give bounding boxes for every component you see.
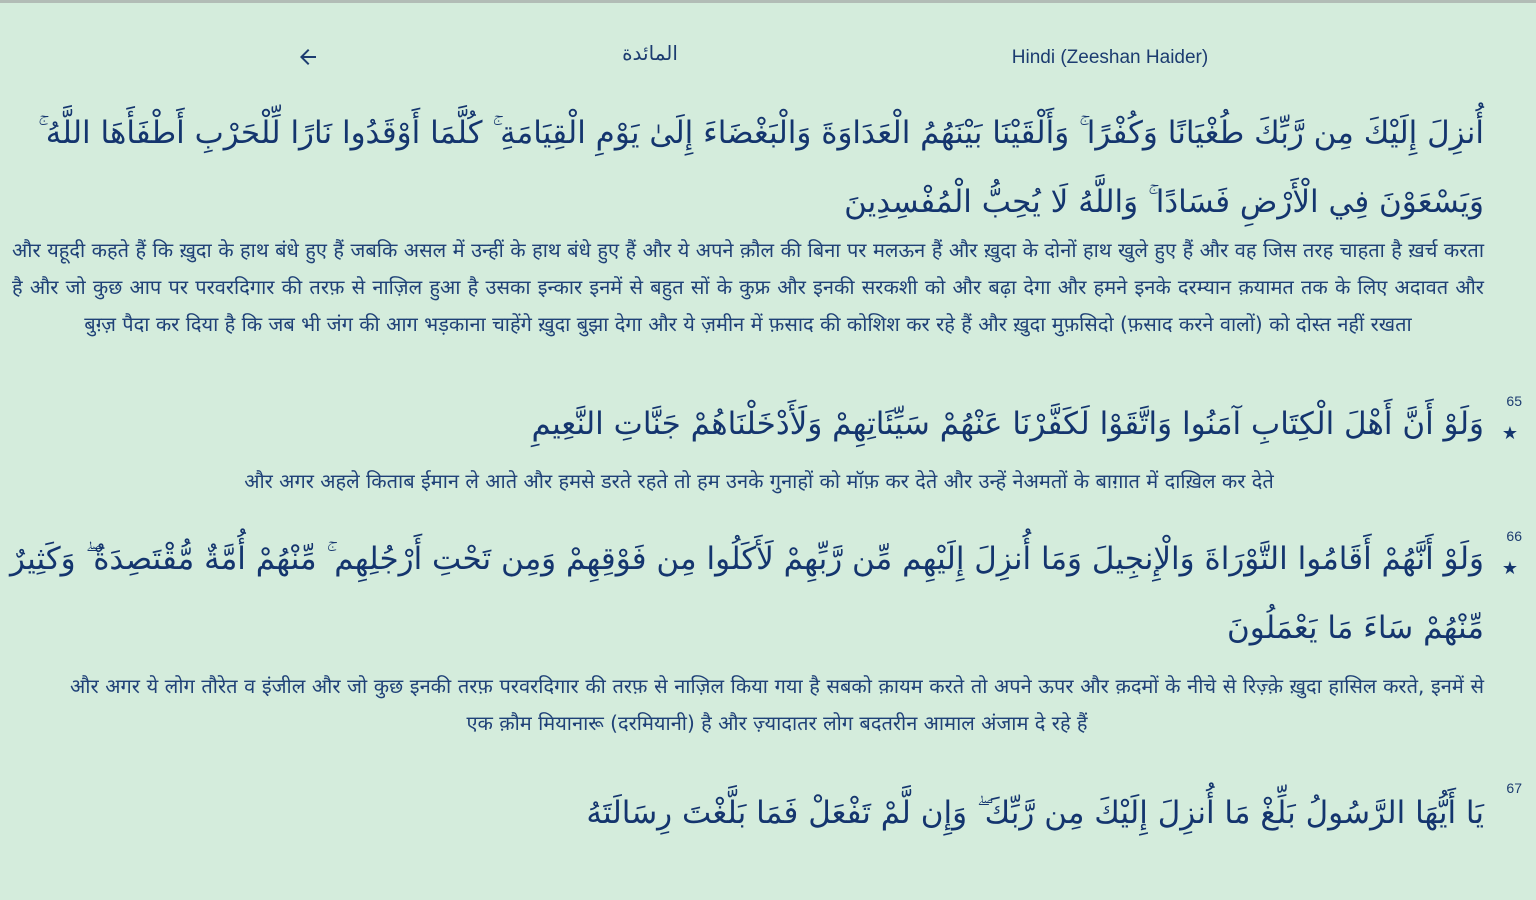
verse-number: 66 [1506, 528, 1522, 544]
arabic-line: مِّنْهُمْ سَاءَ مَا يَعْمَلُونَ [1226, 610, 1484, 646]
arabic-line: أُنزِلَ إِلَيْكَ مِن رَّبِّكَ طُغْيَانًا وَكُفْرًا ۚ وَأَلْقَيْنَا بَيْنَهُمُ الْعَدَاوَةَ وَالْبَغْضَاءَ إِلَىٰ يَوْمِ الْقِيَامَةِ ۚ كُلَّمَا أَوْقَدُوا نَارًا لِّلْحَرْبِ أَطْفَأَهَا اللَّهُ ۚ [37, 115, 1484, 151]
app-header [0, 3, 1536, 89]
star-icon[interactable]: ★ [1501, 423, 1518, 444]
verse-number: 67 [1506, 780, 1522, 796]
surah-title: المائدة [622, 41, 678, 65]
arabic-text-block [0, 522, 1536, 658]
arabic-text-block [0, 96, 1536, 232]
verse-item [0, 522, 1536, 742]
arabic-text-block [0, 387, 1536, 461]
star-icon[interactable]: ★ [1501, 558, 1518, 579]
back-button[interactable] [288, 39, 328, 75]
verse-number: 65 [1506, 393, 1522, 409]
arabic-line: وَلَوْ أَنَّ أَهْلَ الْكِتَابِ آمَنُوا وَاتَّقَوْا لَكَفَّرْنَا عَنْهُمْ سَيِّئَاتِهِمْ وَلَأَدْخَلْنَاهُمْ جَنَّاتِ النَّعِيمِ [531, 406, 1484, 442]
verse-marker[interactable] [1496, 780, 1522, 836]
arabic-line: وَيَسْعَوْنَ فِي الْأَرْضِ فَسَادًا ۚ وَاللَّهُ لَا يُحِبُّ الْمُفْسِدِينَ [844, 184, 1484, 220]
arrow-left-icon [296, 45, 320, 69]
verse-item [0, 96, 1536, 343]
hindi-translation: और अगर अहले किताब ईमान ले आते और हमसे डरते रहते तो हम उनके गुनाहों को मॉफ़ कर देते और उन्हें नेअमतों के बाग़ात में दाख़िल कर देते [244, 469, 1274, 493]
verse-item [0, 387, 1536, 500]
verse-marker[interactable] [1496, 528, 1522, 584]
translation-selector[interactable]: Hindi (Zeeshan Haider) [1011, 47, 1209, 68]
arabic-text-block [0, 776, 1536, 850]
hindi-translation: और यहूदी कहते हैं कि ख़ुदा के हाथ बंधे हुए हैं जबकि असल में उन्हीं के हाथ बंधे हुए हैं और ये अपने क़ौल की बिना पर मलऊन हैं और ख़ुदा के दोनों हाथ खुले हुए हैं और वह जिस तरह चाहता है ख़र्च करता है और जो कुछ आप पर परवरदिगार की तरफ़ से नाज़िल हुआ है उसका इन्कार इनमें से बहुत सों के कुफ्र और इनकी सरकशी को और बढ़ा देगा और हमने इनके दरम्यान क़यामत तक के लिए अदावत और बुग़्ज़ पैदा कर दिया है कि जब भी जंग की आग भड़काना चाहेंगे ख़ुदा बुझा देगा और ये ज़मीन में फ़साद की कोशिश कर रहे हैं और ख़ुदा मुफ़सिदो (फ़साद करने वालों) को दोस्त नहीं रखता [12, 238, 1484, 336]
verse-item [0, 776, 1536, 850]
arabic-line: يَا أَيُّهَا الرَّسُولُ بَلِّغْ مَا أُنزِلَ إِلَيْكَ مِن رَّبِّكَ ۖ وَإِن لَّمْ تَفْعَلْ فَمَا بَلَّغْتَ رِسَالَتَهُ [586, 795, 1484, 831]
verse-marker[interactable] [1496, 393, 1522, 449]
hindi-translation: और अगर ये लोग तौरेत व इंजील और जो कुछ इनकी तरफ़ परवरदिगार की तरफ़ से नाज़िल किया गया है सबको क़ायम करते तो अपने ऊपर और क़दमों के नीचे से रिज़्क़े ख़ुदा हासिल करते, इनमें से एक क़ौम मियानारू (दरमियानी) है और ज़्यादातर लोग बदतरीन आमाल अंजाम दे रहे हैं [70, 674, 1484, 735]
verse-list[interactable] [0, 96, 1536, 900]
arabic-line: وَلَوْ أَنَّهُمْ أَقَامُوا التَّوْرَاةَ وَالْإِنجِيلَ وَمَا أُنزِلَ إِلَيْهِم مِّن رَّبِّهِمْ لَأَكَلُوا مِن فَوْقِهِمْ وَمِن تَحْتِ أَرْجُلِهِم ۚ مِّنْهُمْ أُمَّةٌ مُّقْتَصِدَةٌ ۖ وَكَثِيرٌ [10, 541, 1484, 577]
